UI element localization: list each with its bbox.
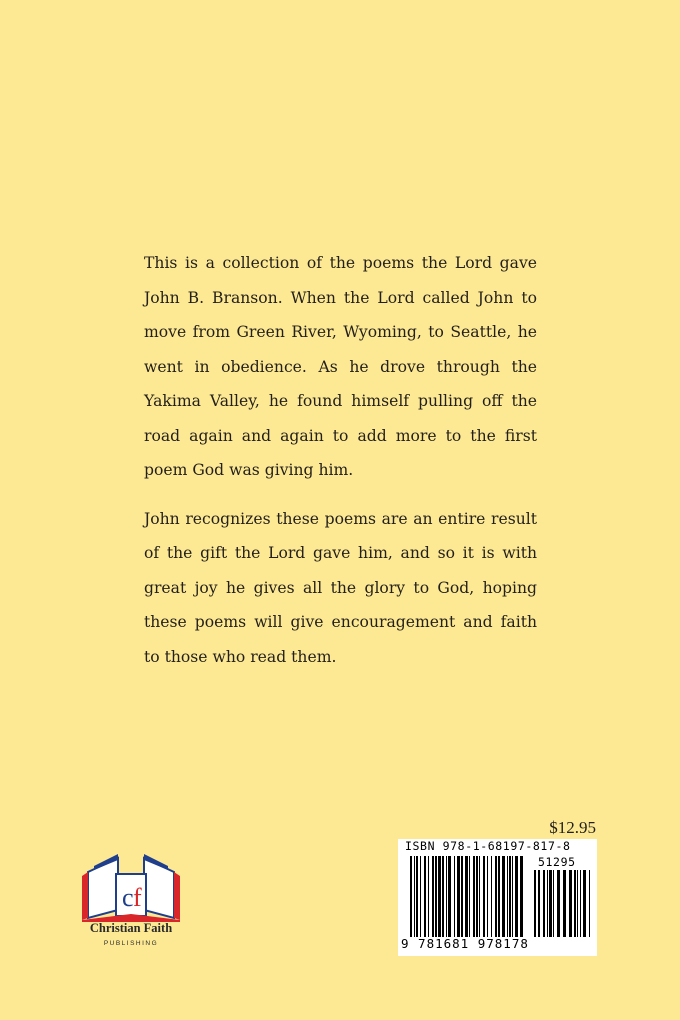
back-cover-blurb [144,246,537,688]
isbn-number: ISBN 978-1-68197-817-8 [405,839,571,853]
blurb-paragraph-1: This is a collection of the poems the Lord gave John B. Branson. When the Lord called John to move from Green River, Wyoming, to Seattle, he went in obedience. As he drove through the Yakima Valley, he found himself pulling off the road again and again to add more to the first poem God was giving him. [144,254,537,479]
logo-letter-f: f [133,883,142,912]
open-book-icon [78,852,184,922]
logo-letter-c: c [122,883,134,912]
publisher-subtitle: PUBLISHING [103,940,159,947]
price-label: $12.95 [549,818,596,837]
isbn-barcode [398,839,597,956]
price-addon-digits: 51295 [538,855,576,869]
ean-digits: 9 781681 978178 [401,936,529,951]
publisher-name: Christian Faith [89,921,173,935]
blurb-paragraph-2: John recognizes these poems are an entire result of the gift the Lord gave him, and so it is with great joy he gives all the glory to God, hoping these poems will give encouragement and faith to those who read them. [144,509,537,666]
